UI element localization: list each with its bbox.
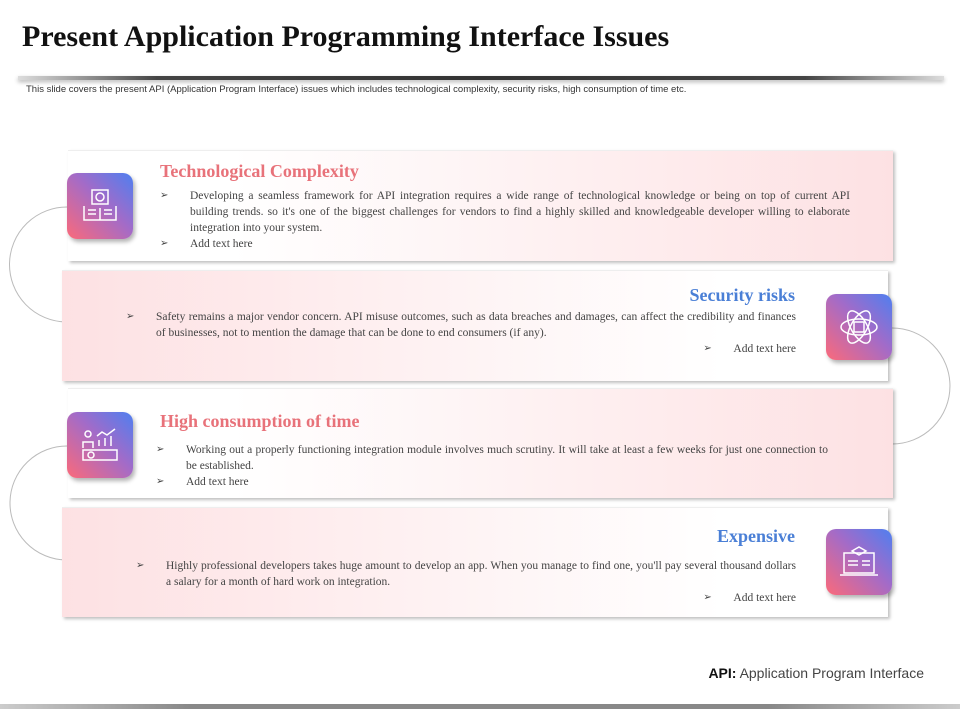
person-chart-icon: [67, 412, 133, 478]
bullet-arrow-icon: ➢: [703, 592, 712, 603]
issue-card-high-consumption-of-time: [68, 388, 893, 498]
card-heading: High consumption of time: [160, 411, 360, 431]
bullet-arrow-icon: ➢: [160, 238, 169, 249]
card-heading: Expensive: [716, 526, 795, 546]
footer-abbr: API:: [708, 665, 737, 681]
bullet-arrow-icon: ➢: [156, 476, 165, 487]
chip-book-icon: [67, 173, 133, 239]
add-text[interactable]: Add text here: [733, 343, 796, 355]
bullet-arrow-icon: ➢: [703, 343, 712, 354]
bullet-arrow-icon: ➢: [136, 560, 145, 571]
add-text[interactable]: Add text here: [733, 592, 796, 604]
card-text: Developing a seamless framework for API integration requires a wide range of technological knowledge or being on top of current API building trends. so it's one of the biggest challenges for vendors to find a highly skilled and knowledgeable developer willing to elaborate integration into your system.: [190, 190, 850, 234]
footer-definition: [708, 665, 924, 681]
card-heading: Security risks: [689, 285, 795, 305]
bullet-arrow-icon: ➢: [160, 190, 169, 201]
card-text: Safety remains a major vendor concern. API misuse outcomes, such as data breaches and damages, can affect the credibility and finances of businesses, not to mention the damage that can be done to end consumers (if any).: [156, 311, 796, 339]
card-text: Working out a properly functioning integration module involves much scrutiny. It will take at least a few weeks for just one connection to be established.: [186, 444, 828, 472]
add-text[interactable]: Add text here: [190, 238, 253, 250]
bottom-bar: [0, 704, 960, 709]
subtitle: This slide covers the present API (Application Program Interface) issues which includes technological complexity, security risks, high consumption of time etc.: [26, 84, 687, 95]
bullet-arrow-icon: ➢: [126, 311, 135, 322]
bullet-arrow-icon: ➢: [156, 444, 165, 455]
card-text: Highly professional developers takes huge amount to develop an app. When you manage to find one, you'll pay several thousand dollars a salary for a month of hard work on integration.: [166, 560, 796, 588]
atom-chip-icon: [826, 294, 892, 360]
card-heading: Technological Complexity: [160, 161, 359, 181]
laptop-graduation-icon: [826, 529, 892, 595]
add-text[interactable]: Add text here: [186, 476, 249, 488]
page-title: Present Application Programming Interface Issues: [22, 20, 670, 53]
issue-card-security-risks: [62, 270, 888, 381]
issue-card-expensive: [62, 507, 888, 617]
issue-card-technological-complexity: [68, 150, 893, 261]
footer-text: Application Program Interface: [739, 665, 924, 681]
